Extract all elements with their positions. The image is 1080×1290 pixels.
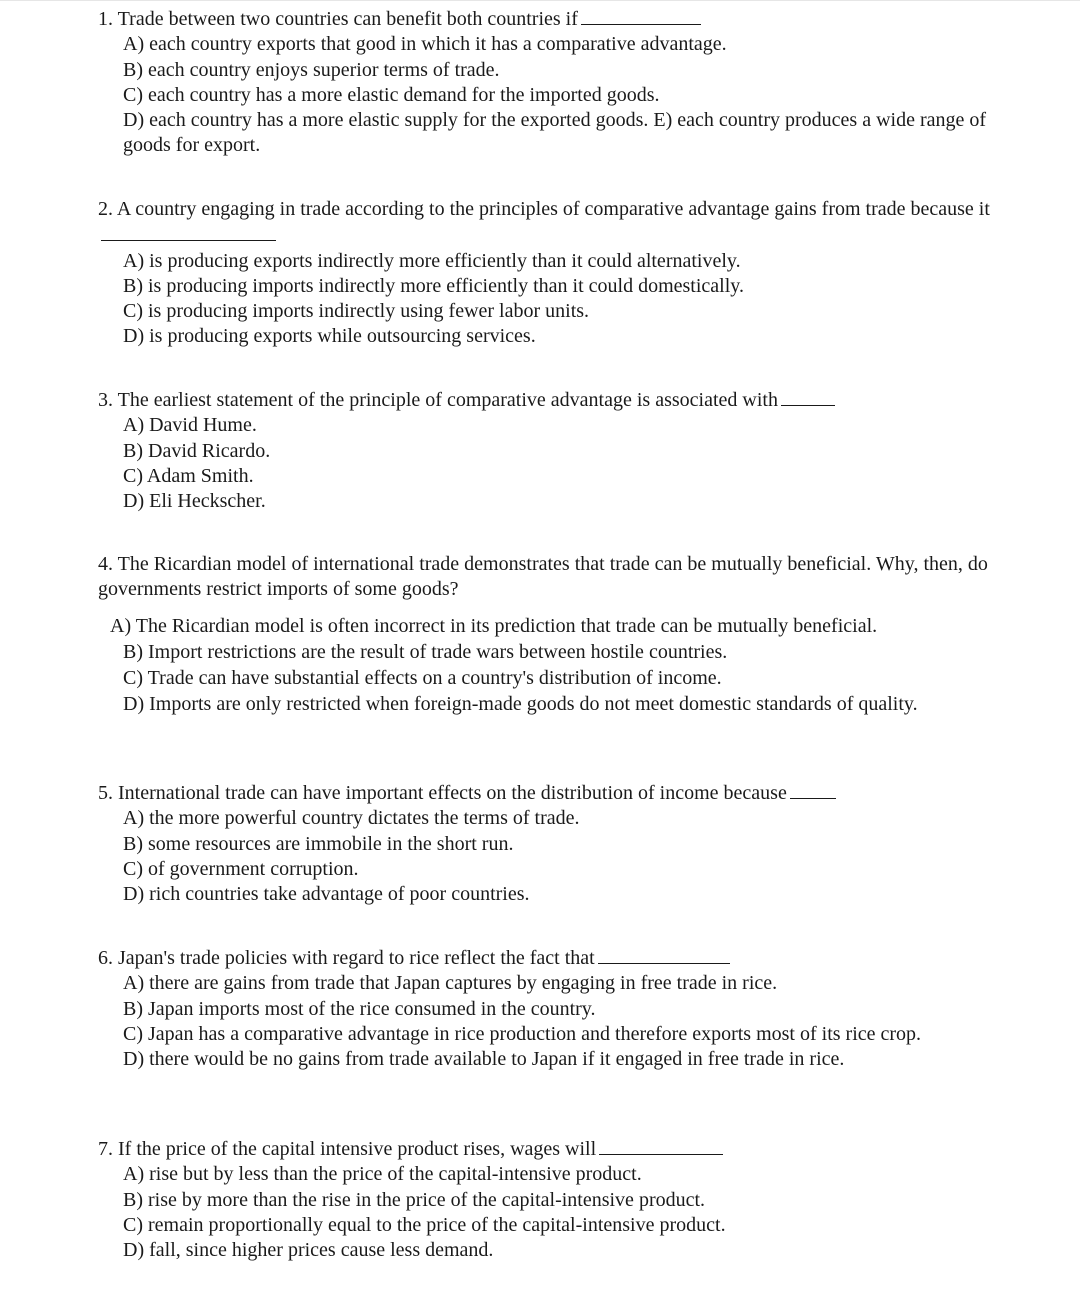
question-stem-text: 7. If the price of the capital intensive product rises, wages will xyxy=(98,1138,597,1160)
question-stem-text: 3. The earliest statement of the principle of comparative advantage is associated with xyxy=(98,389,778,411)
options-list xyxy=(98,1162,998,1263)
option-a: A) the more powerful country dictates the terms of trade. xyxy=(123,807,580,830)
question-stem-text: 2. A country engaging in trade according to the principles of comparative advantage gains from trade because it xyxy=(98,198,990,220)
answer-blank xyxy=(790,780,836,799)
option-c: C) each country has a more elastic demand for the imported goods. xyxy=(123,83,660,106)
option-d: D) Eli Heckscher. xyxy=(123,490,266,513)
options-list xyxy=(98,806,998,907)
option-a: A) The Ricardian model is often incorrect in its prediction that trade can be mutually beneficial. xyxy=(110,614,878,637)
answer-blank xyxy=(598,945,730,964)
option-b: B) David Ricardo. xyxy=(123,439,271,462)
option-a: A) is producing exports indirectly more efficiently than it could alternatively. xyxy=(123,249,741,272)
question-4 xyxy=(98,552,998,717)
answer-blank xyxy=(781,387,835,406)
question-stem xyxy=(98,780,998,806)
option-c: C) of government corruption. xyxy=(123,857,359,880)
options-list xyxy=(98,971,998,1072)
question-6 xyxy=(98,945,998,1072)
option-b: B) Import restrictions are the result of trade wars between hostile countries. xyxy=(123,640,728,663)
option-b: B) each country enjoys superior terms of trade. xyxy=(123,58,500,81)
question-stem xyxy=(98,945,998,971)
question-3 xyxy=(98,387,998,514)
option-a: A) there are gains from trade that Japan captures by engaging in free trade in rice. xyxy=(123,972,778,995)
option-d: D) fall, since higher prices cause less demand. xyxy=(123,1239,494,1262)
question-stem-text: 5. International trade can have important effects on the distribution of income because xyxy=(98,782,787,804)
question-2 xyxy=(98,197,998,350)
question-stem-text: 6. Japan's trade policies with regard to rice reflect the fact that xyxy=(98,947,595,969)
option-d: D) Imports are only restricted when foreign-made goods do not meet domestic standards of quality. xyxy=(123,692,918,715)
option-b: B) rise by more than the rise in the price of the capital-intensive product. xyxy=(123,1188,706,1211)
option-d: D) each country has a more elastic supply for the exported goods. E) each country produces a wide range of goods for export. xyxy=(123,109,987,157)
answer-blank xyxy=(581,6,701,25)
option-a: A) each country exports that good in which it has a comparative advantage. xyxy=(123,33,727,56)
option-c: C) Japan has a comparative advantage in rice production and therefore exports most of its rice crop. xyxy=(123,1022,922,1045)
option-d: D) there would be no gains from trade available to Japan if it engaged in free trade in rice. xyxy=(123,1048,845,1071)
options-list xyxy=(98,32,998,158)
option-c: C) Adam Smith. xyxy=(123,464,254,487)
option-b: B) is producing imports indirectly more efficiently than it could domestically. xyxy=(123,274,744,297)
question-stem xyxy=(98,387,998,413)
option-d: D) rich countries take advantage of poor countries. xyxy=(123,883,530,906)
option-b: B) Japan imports most of the rice consumed in the country. xyxy=(123,997,596,1020)
question-5 xyxy=(98,780,998,907)
option-a: A) rise but by less than the price of the capital-intensive product. xyxy=(123,1163,642,1186)
option-c: C) remain proportionally equal to the price of the capital-intensive product. xyxy=(123,1213,726,1236)
page-top-border xyxy=(0,0,1080,1)
option-b: B) some resources are immobile in the short run. xyxy=(123,832,514,855)
option-a: A) David Hume. xyxy=(123,414,257,437)
question-stem xyxy=(98,197,998,249)
answer-blank xyxy=(599,1136,723,1155)
option-c: C) is producing imports indirectly using fewer labor units. xyxy=(123,300,590,323)
options-list xyxy=(98,413,998,514)
question-stem xyxy=(98,1136,998,1162)
question-stem-text: 1. Trade between two countries can benefit both countries if xyxy=(98,8,578,30)
question-7 xyxy=(98,1136,998,1263)
option-c: C) Trade can have substantial effects on a country's distribution of income. xyxy=(123,666,722,689)
answer-blank xyxy=(101,222,276,241)
question-stem xyxy=(98,6,998,32)
option-d: D) is producing exports while outsourcing services. xyxy=(123,325,536,348)
question-1 xyxy=(98,6,998,159)
options-list xyxy=(98,613,998,717)
options-list xyxy=(98,249,998,350)
question-stem: 4. The Ricardian model of international trade demonstrates that trade can be mutually beneficial. Why, then, do governments restrict imports of some goods? xyxy=(98,553,988,601)
